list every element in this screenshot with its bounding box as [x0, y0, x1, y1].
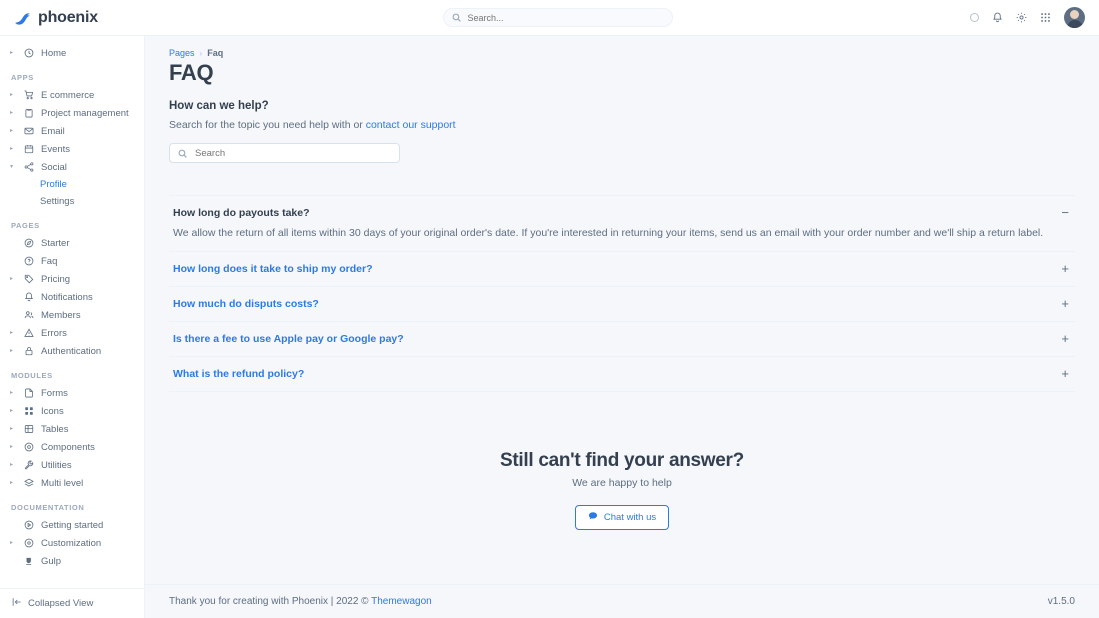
phoenix-logo-icon — [14, 10, 31, 25]
sidebar-section-documentation: DOCUMENTATION — [11, 503, 85, 512]
brand-name: phoenix — [38, 8, 98, 26]
sidebar-item-label: Forms — [41, 387, 68, 399]
sidebar-item-pricing[interactable] — [0, 270, 144, 288]
clock-icon — [23, 48, 35, 58]
sidebar — [0, 36, 145, 618]
faq-item[interactable] — [169, 195, 1075, 251]
cup-icon — [23, 556, 35, 566]
sidebar-item-starter[interactable] — [0, 234, 144, 252]
chevron-right-icon: ▸ — [10, 348, 14, 354]
sidebar-item-label: Starter — [41, 237, 70, 249]
faq-question[interactable]: How much do disputs costs? — [173, 298, 319, 311]
chevron-right-icon: ▸ — [10, 444, 14, 450]
sidebar-item-label: Tables — [41, 423, 69, 435]
sidebar-item-label: Email — [41, 125, 65, 137]
sidebar-item-errors[interactable] — [0, 324, 144, 342]
sidebar-item-notifications[interactable] — [0, 288, 144, 306]
search-icon — [178, 146, 187, 161]
chevron-right-icon: ▸ — [10, 390, 14, 396]
gear-icon — [23, 538, 35, 548]
grid-icon — [23, 406, 35, 416]
page-footer — [145, 584, 1099, 618]
faq-toggle-icon[interactable]: + — [1061, 296, 1069, 312]
page-title: FAQ — [169, 60, 214, 85]
sidebar-item-label: Customization — [41, 537, 102, 549]
sidebar-section-modules: MODULES — [11, 371, 53, 380]
faq-item[interactable] — [169, 251, 1075, 286]
help-subtext-pre: Search for the topic you need help with or — [169, 119, 366, 131]
chevron-right-icon: ▸ — [10, 540, 14, 546]
form-icon — [23, 388, 35, 398]
collapse-icon — [12, 597, 22, 610]
tag-icon — [23, 274, 35, 284]
sidebar-item-label: Members — [41, 309, 81, 321]
sidebar-subitem-settings[interactable] — [0, 193, 144, 210]
faq-question[interactable]: Is there a fee to use Apple pay or Google pay? — [173, 333, 404, 346]
main-area — [145, 36, 1099, 618]
sidebar-item-tables[interactable] — [0, 420, 144, 438]
sidebar-item-label: Faq — [41, 255, 58, 267]
collapsed-view-toggle[interactable] — [0, 588, 144, 618]
sidebar-item-label: Events — [41, 143, 71, 155]
chat-with-us-button[interactable] — [575, 505, 669, 530]
faq-toggle-icon[interactable]: + — [1061, 331, 1069, 347]
share-icon — [23, 162, 35, 172]
chevron-right-icon: ▸ — [10, 480, 14, 486]
cant-find-heading: Still can't find your answer? — [500, 450, 744, 472]
sidebar-item-icons[interactable] — [0, 402, 144, 420]
faq-search-input[interactable] — [193, 147, 391, 160]
layers-icon — [23, 478, 35, 488]
global-search-input[interactable] — [466, 12, 664, 24]
chevron-right-icon: ▸ — [10, 146, 14, 152]
sidebar-subitem-profile[interactable] — [0, 176, 144, 193]
themewagon-link[interactable]: Themewagon — [371, 596, 432, 607]
chevron-right-icon: ▸ — [10, 426, 14, 432]
bell-icon — [23, 292, 35, 302]
sidebar-item-members[interactable] — [0, 306, 144, 324]
sidebar-item-events[interactable] — [0, 140, 144, 158]
chevron-right-icon: ▸ — [10, 110, 14, 116]
sidebar-scroll — [0, 36, 144, 588]
breadcrumb-root[interactable]: Pages — [169, 48, 195, 58]
chat-with-us-label: Chat with us — [603, 512, 657, 524]
sidebar-item-project-management[interactable] — [0, 104, 144, 122]
contact-support-link[interactable]: contact our support — [365, 119, 456, 131]
sidebar-item-home[interactable] — [0, 44, 144, 62]
help-heading: How can we help? — [169, 100, 269, 112]
chevron-right-icon: ▸ — [10, 408, 14, 414]
sidebar-item-label: Pricing — [41, 273, 71, 285]
body — [0, 36, 1099, 618]
sidebar-item-label: Components — [41, 441, 95, 453]
sidebar-item-utilities[interactable] — [0, 456, 144, 474]
sidebar-item-social[interactable] — [0, 158, 144, 176]
sidebar-item-label: Icons — [41, 405, 64, 417]
sidebar-item-label: Utilities — [41, 459, 72, 471]
rocket-icon — [23, 238, 35, 248]
question-icon — [23, 256, 35, 266]
apps-grid-icon[interactable] — [1040, 12, 1051, 23]
sidebar-item-label: Getting started — [41, 519, 104, 531]
sidebar-item-label: Home — [41, 47, 67, 59]
chevron-right-icon: ▸ — [10, 462, 14, 468]
faq-question[interactable]: How long do payouts take? — [173, 207, 310, 219]
cant-find-sub: We are happy to help — [572, 477, 672, 490]
faq-item[interactable] — [169, 356, 1075, 392]
calendar-icon — [23, 144, 35, 154]
sidebar-item-faq[interactable] — [0, 252, 144, 270]
clipboard-icon — [23, 108, 35, 118]
chevron-right-icon: ▸ — [10, 276, 14, 282]
chevron-right-icon: ▸ — [10, 92, 14, 98]
faq-search-box[interactable] — [169, 143, 400, 163]
sidebar-item-gulp[interactable] — [0, 552, 144, 570]
footer-credit-text: Thank you for creating with Phoenix | 2022 © — [169, 596, 372, 607]
global-search-box[interactable] — [443, 8, 673, 27]
top-navbar — [0, 0, 1099, 36]
breadcrumb-separator: › — [199, 48, 203, 58]
faq-question[interactable]: How long does it take to ship my order? — [173, 263, 373, 276]
components-icon — [23, 442, 35, 452]
play-icon — [23, 520, 35, 530]
global-search-wrap — [145, 8, 970, 27]
people-icon — [23, 310, 35, 320]
cart-icon — [23, 90, 35, 100]
brand[interactable] — [0, 9, 145, 27]
sidebar-item-email[interactable] — [0, 122, 144, 140]
faq-answer: We allow the return of all items within 30 days of your original order's date. If you're interested in returning your items, send us an email with your order number and we'll ship a return label. — [173, 227, 1044, 239]
sidebar-subitem-label: Settings — [40, 196, 75, 207]
sidebar-item-multi-level[interactable] — [0, 474, 144, 492]
sidebar-item-label: Notifications — [41, 291, 93, 303]
chevron-down-icon: ▾ — [10, 164, 14, 170]
sidebar-item-customization[interactable] — [0, 534, 144, 552]
breadcrumb-current: Faq — [207, 48, 224, 58]
wrench-icon — [23, 460, 35, 470]
cant-find-section — [169, 450, 1075, 530]
sidebar-item-authentication[interactable] — [0, 342, 144, 360]
chat-bubble-icon — [588, 511, 598, 524]
faq-question[interactable]: What is the refund policy? — [173, 368, 305, 381]
gear-icon[interactable] — [1016, 12, 1027, 23]
avatar[interactable] — [1064, 7, 1085, 28]
warning-icon — [23, 328, 35, 338]
envelope-icon — [23, 126, 35, 136]
sidebar-item-label: Gulp — [41, 555, 62, 567]
sidebar-item-forms[interactable] — [0, 384, 144, 402]
sidebar-item-e-commerce[interactable] — [0, 86, 144, 104]
sidebar-item-getting-started[interactable] — [0, 516, 144, 534]
chevron-right-icon: ▸ — [10, 128, 14, 134]
faq-list — [169, 195, 1075, 392]
sidebar-item-label: Authentication — [41, 345, 102, 357]
chevron-right-icon: ▸ — [10, 50, 14, 56]
lock-icon — [23, 346, 35, 356]
sidebar-section-pages: PAGES — [11, 221, 40, 230]
sidebar-item-label: Errors — [41, 327, 67, 339]
faq-toggle-icon[interactable]: + — [1061, 261, 1069, 277]
sidebar-item-label: Multi level — [41, 477, 84, 489]
topnav-actions — [970, 7, 1099, 28]
main-content — [145, 36, 1099, 584]
bell-icon[interactable] — [992, 12, 1003, 23]
faq-item[interactable] — [169, 321, 1075, 356]
faq-item[interactable] — [169, 286, 1075, 321]
sidebar-item-label: Project management — [41, 107, 129, 119]
sidebar-section-apps: APPS — [11, 73, 34, 82]
sidebar-item-label: E commerce — [41, 89, 95, 101]
search-icon — [452, 10, 461, 25]
sidebar-item-components[interactable] — [0, 438, 144, 456]
footer-version: v1.5.0 — [1047, 596, 1075, 607]
sidebar-item-label: Social — [41, 161, 67, 173]
sidebar-subitem-label: Profile — [40, 179, 67, 190]
theme-toggle-icon[interactable] — [970, 13, 979, 22]
chevron-right-icon: ▸ — [10, 330, 14, 336]
faq-toggle-icon[interactable]: − — [1061, 205, 1069, 220]
help-subtext — [169, 119, 1075, 131]
faq-toggle-icon[interactable]: + — [1061, 366, 1069, 382]
breadcrumb — [169, 48, 1075, 58]
table-icon — [23, 424, 35, 434]
footer-credit — [169, 596, 432, 607]
collapsed-view-label: Collapsed View — [28, 598, 94, 609]
